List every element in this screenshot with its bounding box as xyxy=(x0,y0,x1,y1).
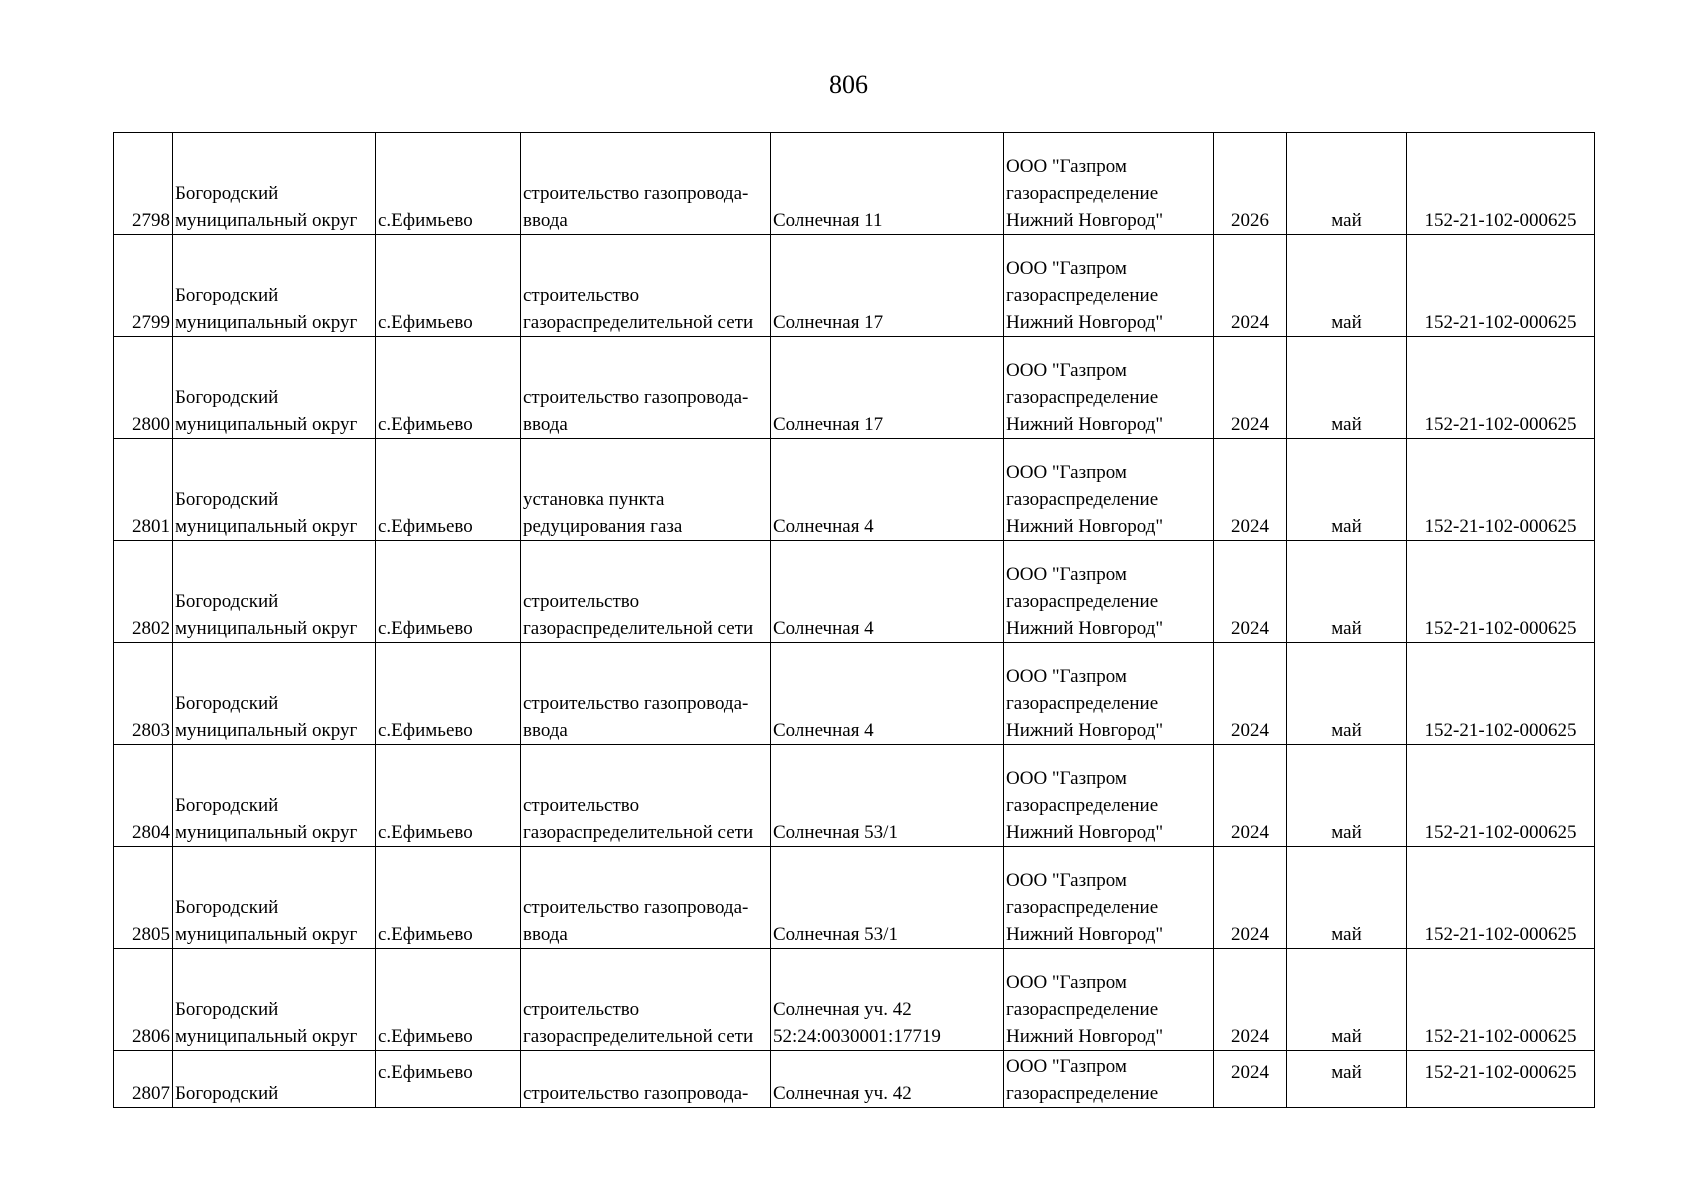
work-type-line: строительство газопровода- xyxy=(523,1083,749,1104)
code-cell: 152-21-102-000625 xyxy=(1407,949,1595,1051)
row-number-cell: 2800 xyxy=(114,337,173,439)
address-line: Солнечная 4 xyxy=(773,516,874,537)
month-cell: май xyxy=(1287,133,1407,235)
row-number-cell: 2801 xyxy=(114,439,173,541)
organization-line: ООО "Газпром xyxy=(1006,1056,1127,1077)
settlement-cell: с.Ефимьево xyxy=(376,745,521,847)
code-cell: 152-21-102-000625 xyxy=(1407,133,1595,235)
year-cell: 2024 xyxy=(1214,541,1287,643)
work-type-line: строительство газопровода- xyxy=(523,387,749,408)
year-cell: 2024 xyxy=(1214,949,1287,1051)
work-type-line: строительство газопровода- xyxy=(523,897,749,918)
address-line: Солнечная 4 xyxy=(773,720,874,741)
district-line: Богородский xyxy=(175,693,279,714)
district-cell xyxy=(173,1051,376,1108)
organization-line: Нижний Новгород" xyxy=(1006,720,1164,741)
month-cell: май xyxy=(1287,337,1407,439)
organization-line: газораспределение xyxy=(1006,1083,1159,1104)
district-line: муниципальный округ xyxy=(175,210,358,231)
organization-line: ООО "Газпром xyxy=(1006,666,1127,687)
table-row xyxy=(114,643,1595,745)
table-row xyxy=(114,847,1595,949)
district-cell xyxy=(173,439,376,541)
organization-line: Нижний Новгород" xyxy=(1006,312,1164,333)
address-cell xyxy=(771,847,1004,949)
work-type-line: установка пункта xyxy=(523,489,665,510)
code-cell: 152-21-102-000625 xyxy=(1407,1051,1595,1108)
settlement-cell: с.Ефимьево xyxy=(376,847,521,949)
work-type-cell xyxy=(521,745,771,847)
organization-line: газораспределение xyxy=(1006,693,1159,714)
address-cell xyxy=(771,439,1004,541)
address-line: Солнечная 17 xyxy=(773,414,884,435)
work-type-cell xyxy=(521,1051,771,1108)
organization-line: Нижний Новгород" xyxy=(1006,924,1164,945)
address-line: Солнечная 53/1 xyxy=(773,924,898,945)
district-line: Богородский xyxy=(175,387,279,408)
settlement-cell: с.Ефимьево xyxy=(376,541,521,643)
work-type-cell xyxy=(521,949,771,1051)
code-cell: 152-21-102-000625 xyxy=(1407,439,1595,541)
district-cell xyxy=(173,541,376,643)
settlement-cell: с.Ефимьево xyxy=(376,439,521,541)
work-type-line: строительство xyxy=(523,795,640,816)
work-type-line: ввода xyxy=(523,414,568,435)
code-cell: 152-21-102-000625 xyxy=(1407,541,1595,643)
work-type-cell xyxy=(521,847,771,949)
row-number-cell: 2802 xyxy=(114,541,173,643)
organization-cell xyxy=(1004,745,1214,847)
organization-line: газораспределение xyxy=(1006,285,1159,306)
district-cell xyxy=(173,235,376,337)
organization-line: ООО "Газпром xyxy=(1006,156,1127,177)
work-type-line: редуцирования газа xyxy=(523,516,683,537)
organization-line: ООО "Газпром xyxy=(1006,870,1127,891)
work-type-cell xyxy=(521,643,771,745)
month-cell: май xyxy=(1287,439,1407,541)
district-line: муниципальный округ xyxy=(175,720,358,741)
work-type-line: газораспределительной сети xyxy=(523,1026,754,1047)
district-cell xyxy=(173,133,376,235)
organization-cell xyxy=(1004,643,1214,745)
district-line: Богородский xyxy=(175,999,279,1020)
year-cell: 2024 xyxy=(1214,643,1287,745)
district-line: Богородский xyxy=(175,489,279,510)
organization-cell xyxy=(1004,949,1214,1051)
organization-line: ООО "Газпром xyxy=(1006,972,1127,993)
organization-line: Нижний Новгород" xyxy=(1006,1026,1164,1047)
organization-cell xyxy=(1004,337,1214,439)
district-line: муниципальный округ xyxy=(175,618,358,639)
table-row xyxy=(114,337,1595,439)
work-type-line: строительство xyxy=(523,591,640,612)
organization-line: газораспределение xyxy=(1006,897,1159,918)
address-cell xyxy=(771,337,1004,439)
district-line: муниципальный округ xyxy=(175,414,358,435)
organization-line: газораспределение xyxy=(1006,387,1159,408)
district-line: муниципальный округ xyxy=(175,516,358,537)
organization-line: газораспределение xyxy=(1006,999,1159,1020)
address-line: Солнечная 53/1 xyxy=(773,822,898,843)
district-cell xyxy=(173,643,376,745)
address-cell xyxy=(771,643,1004,745)
row-number-cell: 2803 xyxy=(114,643,173,745)
work-type-cell xyxy=(521,439,771,541)
table-row xyxy=(114,235,1595,337)
code-cell: 152-21-102-000625 xyxy=(1407,745,1595,847)
organization-cell xyxy=(1004,1051,1214,1108)
district-line: Богородский xyxy=(175,183,279,204)
district-line: Богородский xyxy=(175,591,279,612)
work-type-line: ввода xyxy=(523,210,568,231)
address-line: Солнечная 11 xyxy=(773,210,883,231)
district-line: муниципальный округ xyxy=(175,1026,358,1047)
address-cell xyxy=(771,541,1004,643)
code-cell: 152-21-102-000625 xyxy=(1407,337,1595,439)
organization-cell xyxy=(1004,439,1214,541)
address-line: Солнечная уч. 42 xyxy=(773,1083,912,1104)
row-number-cell: 2799 xyxy=(114,235,173,337)
month-cell: май xyxy=(1287,949,1407,1051)
gasification-table xyxy=(113,132,1595,1108)
district-line: Богородский xyxy=(175,1083,279,1104)
year-cell: 2024 xyxy=(1214,745,1287,847)
year-cell: 2024 xyxy=(1214,439,1287,541)
work-type-line: газораспределительной сети xyxy=(523,312,754,333)
address-cell xyxy=(771,1051,1004,1108)
month-cell: май xyxy=(1287,1051,1407,1108)
row-number-cell: 2805 xyxy=(114,847,173,949)
month-cell: май xyxy=(1287,847,1407,949)
organization-line: Нижний Новгород" xyxy=(1006,822,1164,843)
settlement-cell: с.Ефимьево xyxy=(376,337,521,439)
organization-line: ООО "Газпром xyxy=(1006,360,1127,381)
row-number-cell: 2804 xyxy=(114,745,173,847)
table-row xyxy=(114,541,1595,643)
page-number: 806 xyxy=(829,70,868,99)
organization-line: Нижний Новгород" xyxy=(1006,210,1164,231)
work-type-line: строительство xyxy=(523,999,640,1020)
organization-line: ООО "Газпром xyxy=(1006,564,1127,585)
row-number-cell: 2807 xyxy=(114,1051,173,1108)
organization-line: Нижний Новгород" xyxy=(1006,516,1164,537)
table-body xyxy=(114,133,1595,1108)
address-line: Солнечная 17 xyxy=(773,312,884,333)
address-cell xyxy=(771,745,1004,847)
month-cell: май xyxy=(1287,235,1407,337)
table-row xyxy=(114,949,1595,1051)
work-type-cell xyxy=(521,133,771,235)
district-line: муниципальный округ xyxy=(175,312,358,333)
year-cell: 2024 xyxy=(1214,1051,1287,1108)
organization-line: Нижний Новгород" xyxy=(1006,618,1164,639)
year-cell: 2026 xyxy=(1214,133,1287,235)
address-line: Солнечная 4 xyxy=(773,618,874,639)
table-row xyxy=(114,745,1595,847)
code-cell: 152-21-102-000625 xyxy=(1407,235,1595,337)
row-number-cell: 2798 xyxy=(114,133,173,235)
month-cell: май xyxy=(1287,643,1407,745)
settlement-cell: с.Ефимьево xyxy=(376,1051,521,1108)
district-line: Богородский xyxy=(175,795,279,816)
organization-line: газораспределение xyxy=(1006,795,1159,816)
settlement-cell: с.Ефимьево xyxy=(376,133,521,235)
district-cell xyxy=(173,745,376,847)
work-type-line: газораспределительной сети xyxy=(523,822,754,843)
organization-line: газораспределение xyxy=(1006,183,1159,204)
address-cell xyxy=(771,949,1004,1051)
table-row xyxy=(114,1051,1595,1108)
work-type-line: ввода xyxy=(523,720,568,741)
organization-line: ООО "Газпром xyxy=(1006,258,1127,279)
work-type-line: строительство газопровода- xyxy=(523,183,749,204)
organization-cell xyxy=(1004,847,1214,949)
month-cell: май xyxy=(1287,541,1407,643)
table-row xyxy=(114,133,1595,235)
table-row xyxy=(114,439,1595,541)
work-type-cell xyxy=(521,235,771,337)
code-cell: 152-21-102-000625 xyxy=(1407,847,1595,949)
district-line: Богородский xyxy=(175,897,279,918)
year-cell: 2024 xyxy=(1214,847,1287,949)
month-cell: май xyxy=(1287,745,1407,847)
work-type-line: газораспределительной сети xyxy=(523,618,754,639)
organization-line: Нижний Новгород" xyxy=(1006,414,1164,435)
row-number-cell: 2806 xyxy=(114,949,173,1051)
address-line: 52:24:0030001:17719 xyxy=(773,1026,941,1047)
year-cell: 2024 xyxy=(1214,337,1287,439)
organization-cell xyxy=(1004,133,1214,235)
work-type-line: ввода xyxy=(523,924,568,945)
work-type-line: строительство газопровода- xyxy=(523,693,749,714)
district-cell xyxy=(173,949,376,1051)
work-type-cell xyxy=(521,337,771,439)
work-type-line: строительство xyxy=(523,285,640,306)
district-line: муниципальный округ xyxy=(175,924,358,945)
work-type-cell xyxy=(521,541,771,643)
organization-cell xyxy=(1004,235,1214,337)
address-line: Солнечная уч. 42 xyxy=(773,999,912,1020)
organization-line: газораспределение xyxy=(1006,489,1159,510)
settlement-cell: с.Ефимьево xyxy=(376,235,521,337)
organization-line: газораспределение xyxy=(1006,591,1159,612)
organization-cell xyxy=(1004,541,1214,643)
district-cell xyxy=(173,337,376,439)
organization-line: ООО "Газпром xyxy=(1006,768,1127,789)
settlement-cell: с.Ефимьево xyxy=(376,949,521,1051)
settlement-cell: с.Ефимьево xyxy=(376,643,521,745)
district-line: муниципальный округ xyxy=(175,822,358,843)
district-cell xyxy=(173,847,376,949)
district-line: Богородский xyxy=(175,285,279,306)
address-cell xyxy=(771,133,1004,235)
address-cell xyxy=(771,235,1004,337)
organization-line: ООО "Газпром xyxy=(1006,462,1127,483)
code-cell: 152-21-102-000625 xyxy=(1407,643,1595,745)
year-cell: 2024 xyxy=(1214,235,1287,337)
